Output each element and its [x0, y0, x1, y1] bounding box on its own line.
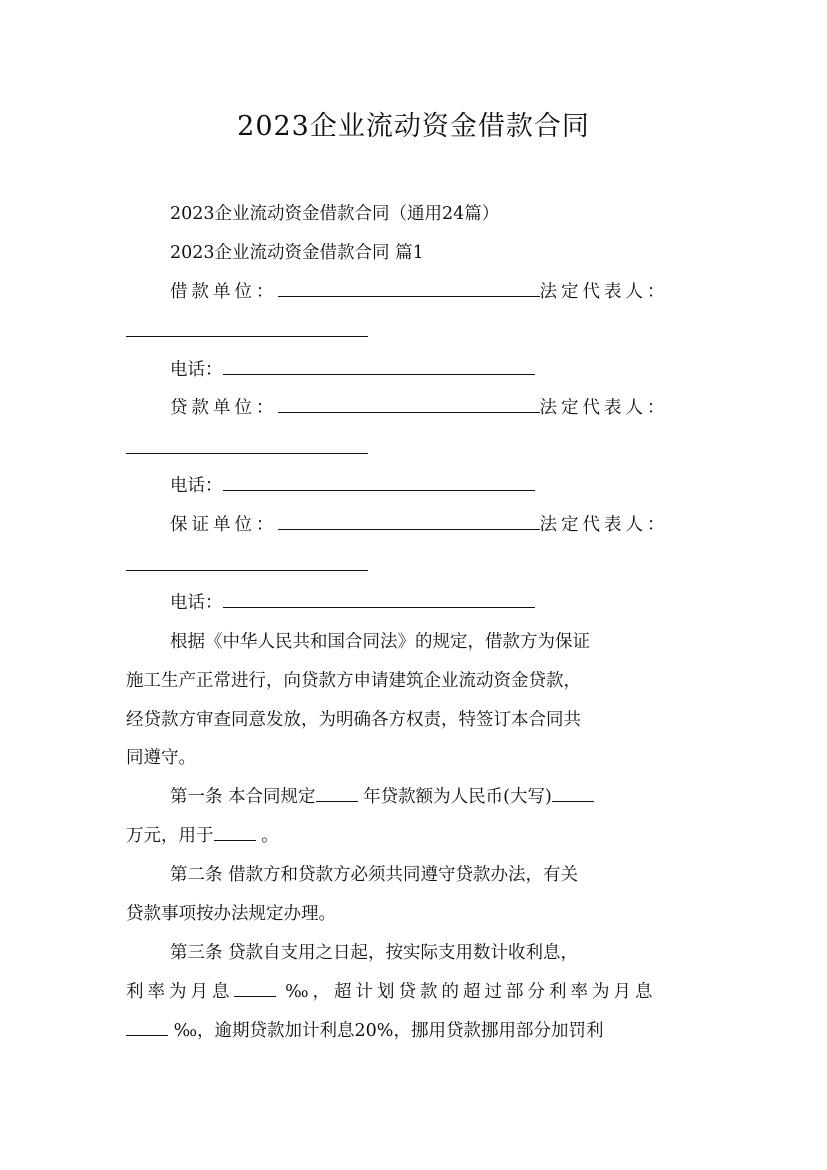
guarantor-phone-label: 电话：	[170, 593, 223, 613]
borrower-unit-label: 借款单位：	[170, 282, 278, 302]
guarantor-phone-line	[170, 589, 716, 614]
article-1-text: 年贷款额为人民币(大写)	[357, 787, 552, 807]
article-1-text: 。	[255, 826, 279, 846]
lender-rep-blank[interactable]	[126, 452, 368, 454]
article-3-line	[126, 1017, 716, 1042]
guarantor-phone-blank[interactable]	[223, 590, 535, 608]
lender-unit-label: 贷款单位：	[170, 398, 278, 418]
amount-blank[interactable]	[552, 784, 594, 802]
guarantor-unit-blank[interactable]	[278, 512, 540, 530]
borrower-unit-blank[interactable]	[278, 279, 540, 297]
lender-unit-line	[170, 394, 716, 419]
preamble-line: 施工生产正常进行，向贷款方申请建筑企业流动资金贷款，	[126, 671, 581, 691]
article-3-text: 利率为月息	[126, 982, 234, 1002]
article-3-line	[126, 978, 716, 1003]
lender-phone-blank[interactable]	[223, 473, 535, 491]
article-1-text: 万元，用于	[126, 826, 214, 846]
part-heading: 2023企业流动资金借款合同 篇1	[170, 243, 424, 263]
borrower-phone-label: 电话：	[170, 360, 223, 380]
preamble-line: 经贷款方审查同意发放，为明确各方权责，特签订本合同共	[126, 710, 581, 730]
preamble-line: 根据《中华人民共和国合同法》的规定，借款方为保证	[170, 632, 590, 652]
article-3-text: ‰，逾期贷款加计利息20%，挪用贷款挪用部分加罚利	[168, 1021, 604, 1041]
interest-rate-blank[interactable]	[234, 979, 276, 997]
article-2-line: 贷款事项按办法规定办理。	[126, 904, 336, 924]
article-1-line	[126, 822, 716, 847]
borrower-phone-blank[interactable]	[223, 357, 535, 375]
article-3-text: ‰，超计划贷款的超过部分利率为月息	[275, 982, 657, 1002]
excess-rate-blank[interactable]	[126, 1018, 168, 1036]
lender-unit-blank[interactable]	[278, 395, 540, 413]
borrower-rep-label: 法定代表人：	[539, 282, 669, 302]
preamble-line: 同遵守。	[126, 748, 196, 768]
guarantor-rep-label: 法定代表人：	[539, 515, 669, 535]
guarantor-unit-label: 保证单位：	[170, 515, 278, 535]
article-3-line: 第三条 贷款自支用之日起，按实际支用数计收利息，	[170, 943, 579, 963]
borrower-rep-blank[interactable]	[126, 335, 368, 337]
article-1-text: 第一条 本合同规定	[170, 787, 316, 807]
borrower-unit-line	[170, 278, 716, 303]
lender-phone-label: 电话：	[170, 476, 223, 496]
guarantor-rep-blank[interactable]	[126, 569, 368, 571]
article-2-line: 第二条 借款方和贷款方必须共同遵守贷款办法，有关	[170, 865, 579, 885]
lender-rep-label: 法定代表人：	[539, 398, 669, 418]
lender-phone-line	[170, 472, 716, 497]
year-blank[interactable]	[316, 784, 358, 802]
document-title: 2023企业流动资金借款合同	[237, 111, 590, 142]
purpose-blank[interactable]	[214, 823, 256, 841]
borrower-phone-line	[170, 356, 716, 381]
document-subtitle: 2023企业流动资金借款合同（通用24篇）	[170, 204, 500, 224]
article-1-line	[170, 783, 716, 808]
guarantor-unit-line	[170, 511, 716, 536]
